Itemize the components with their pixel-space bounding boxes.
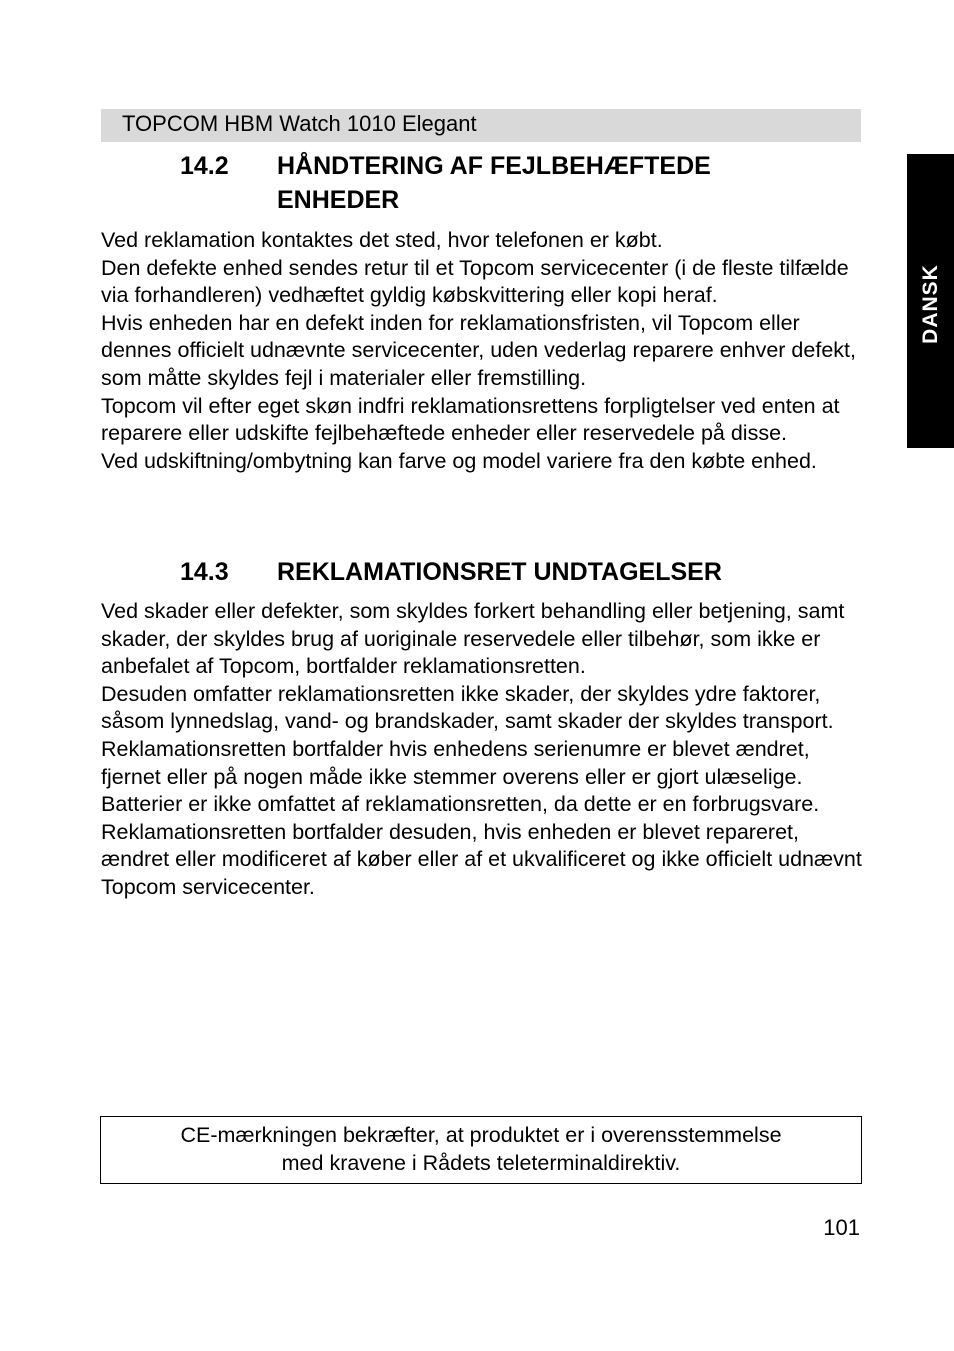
section-title-line: REKLAMATIONSRET UNDTAGELSER	[277, 558, 722, 586]
ce-notice-text	[101, 1122, 861, 1177]
ce-notice-line: CE-mærkningen bekræfter, at produktet er i overensstemmelse	[180, 1123, 782, 1147]
section-title	[277, 555, 837, 589]
paragraph: Ved reklamation kontaktes det sted, hvor telefonen er købt.	[101, 228, 663, 252]
paragraph: Reklamationsretten bortfalder hvis enhedens serienumre er blevet ændret, fjernet eller på nogen måde ikke stemmer overens eller er gjort ulæselige.	[101, 736, 810, 789]
section-body-14-2	[101, 227, 871, 475]
page-number: 101	[823, 1215, 860, 1240]
paragraph: Desuden omfatter reklamationsretten ikke skader, der skyldes ydre faktorer, såsom lynnedslag, vand- og brandskader, samt skader der skyldes transport.	[101, 681, 834, 734]
paragraph: Den defekte enhed sendes retur til et Topcom servicecenter (i de fleste tilfælde via forhandleren) vedhæftet gyldig købskvittering eller kopi heraf.	[101, 255, 849, 308]
section-body-14-3	[101, 598, 871, 902]
section-number: 14.2	[180, 152, 229, 180]
section-number: 14.3	[180, 558, 229, 586]
document-title: TOPCOM HBM Watch 1010 Elegant	[122, 111, 477, 136]
section-title	[277, 149, 837, 217]
paragraph: Reklamationsretten bortfalder desuden, hvis enheden er blevet repareret, ændret eller modificeret af køber eller af et ukvalificeret og ikke officielt udnævnt Topcom servicecenter.	[101, 819, 862, 899]
language-tab-label: DANSK	[918, 264, 942, 344]
ce-notice-line: med kravene i Rådets teleterminaldirektiv.	[281, 1150, 681, 1175]
ce-notice-box	[100, 1116, 862, 1184]
document-header-bar	[101, 109, 861, 142]
paragraph: Topcom vil efter eget skøn indfri reklamationsrettens forpligtelser ved enten at reparere eller udskifte fejlbehæftede enheder eller reservedele på disse.	[101, 393, 840, 446]
paragraph: Hvis enheden har en defekt inden for reklamationsfristen, vil Topcom eller dennes officielt udnævnte servicecenter, uden vederlag reparere enhver defekt, som måtte skyldes fejl i materialer eller fremstilling.	[101, 310, 856, 390]
paragraph: Ved skader eller defekter, som skyldes forkert behandling eller betjening, samt skader, der skyldes brug af uoriginale reservedele eller tilbehør, som ikke er anbefalet af Topcom, bortfalder reklamationsretten.	[101, 599, 845, 679]
paragraph: Ved udskiftning/ombytning kan farve og model variere fra den købte enhed.	[101, 448, 817, 473]
paragraph: Batterier er ikke omfattet af reklamationsretten, da dette er en forbrugsvare.	[101, 792, 820, 817]
language-tab	[907, 154, 954, 448]
section-title-line: HÅNDTERING AF FEJLBEHÆFTEDE	[277, 152, 711, 180]
section-title-line: ENHEDER	[277, 186, 400, 214]
